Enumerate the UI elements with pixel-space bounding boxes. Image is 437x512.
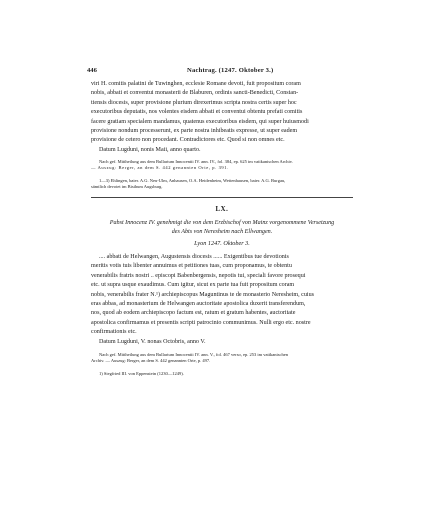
text-line: nos, quod ab eodem archiepiscopo factum est, ratum et gratum habentes, auctoritate [91,310,296,317]
source-note-line: — Auszug: Berger, an dem S. 442 genannten Orte, p. 391. [91,165,229,171]
text-line: provisione nondum processerunt, ex parte nostra inhibeatis expresse, ut super eadem [91,127,298,134]
summary-line: Pabst Innocenz IV. genehmigt die von dem Erzbischof von Mainz vorgenommene Versetzung [109,220,335,226]
text-line: nobis, abbati et conventui monasterii de Blaburen, ordinis sancti-Benedicti, Constan- [91,90,299,97]
document-footnote [91,371,353,377]
section-divider [91,197,353,198]
text-line: tiensis diocesis, super provisione plurium direxerimus scripta nostra certis super hoc [91,99,297,106]
text-line: confirmationis etc. [91,329,137,336]
document-number: LX. [215,206,229,213]
text-line: nobis, venerabilis frater N.¹) archiepiscopus Maguntinus te de monasterio Neresheim, cuius [91,291,315,298]
text-line: eras abbas, ad monasterium de Helwangen auctoritate apostolica duxerit transferendum, [91,300,306,307]
document-summary [91,219,353,237]
dating-line: Datum Lugduni, V. nonas Octobris, anno V. [99,338,206,345]
source-note-line: Nach gef. Mittheilung aus dem Bullarium Innocentii IV. ann. IV., fol. 384, ep. 625 im vatikanischen Archiv. [99,159,293,164]
footnote-line: 1—3) Ehlingen, baier. A.G. Neu-Ulm, Anhausen, O.A. Heidenheim, Wettenhausen, baier. A.G. Burgau, [99,178,286,183]
text-line: .... abbati de Helwangen, Augustensis diocesis ...... Exigentibus tue devotionis [99,254,289,260]
document-source-note [91,352,353,364]
page-number: 446 [87,67,97,74]
summary-line: des Abts von Neresheim nach Ellwangen. [171,229,273,235]
source-note-line: Nach gef. Mittheilung aus dem Bullarium Innocentii IV. ann. V., fol. 467 verso, ep. 253 im vatikanischen [99,352,288,357]
dating-line: Datum Lugduni, nonis Maii, anno quarto. [99,146,201,153]
footnote-line: sämtlich devotet im Bisthum Augsburg. [91,184,163,190]
previous-footnote [91,178,353,190]
previous-document-text [91,80,353,155]
text-line: viri H. comitis palatini de Tuwinghen, ecclesie Romane devoti, fuit propositum coram [91,81,301,87]
text-line: executoribus deputatis, nos volentes eisdem abbati et conventui obtentu prefati comitis [91,109,303,116]
text-line: provisione de cetero non procedant. Contradictores etc. Quod si non omnes etc. [91,137,285,144]
document-text [91,253,353,347]
text-line: etc. ut supra usque exaudimus. Cum igitur, sicut ex parte tua fuit propositum coram [91,282,295,289]
source-note-line: Archiv. — Auszug: Berger, an dem S. 442 genannten Orte, p. 497. [91,358,211,364]
running-title: Nachtrag. (1247. Oktober 3.) [187,67,274,74]
text-line: apostolica confirmamus et presentis scripti patrocinio communimus. Nulli ergo etc. nostre [91,319,311,326]
text-line: venerabilis fratris nostri .. episcopi Babenbergensis, nepotis tui, speciali favore prosequi [91,272,306,279]
place-date: Lyon 1247. Oktober 3. [194,240,250,247]
previous-source-note [91,159,353,171]
footnote-line: 1) Siegfried III. von Eppenstein (1230—1249). [99,371,184,376]
text-line: facere gratiam specialem mandamus, quatenus executoribus eisdem, qui super huiusmodi [91,118,309,125]
text-line: meritis votis tuis libenter annuimus et petitiones tuas, cum proponamus, te obtentu [91,263,292,270]
